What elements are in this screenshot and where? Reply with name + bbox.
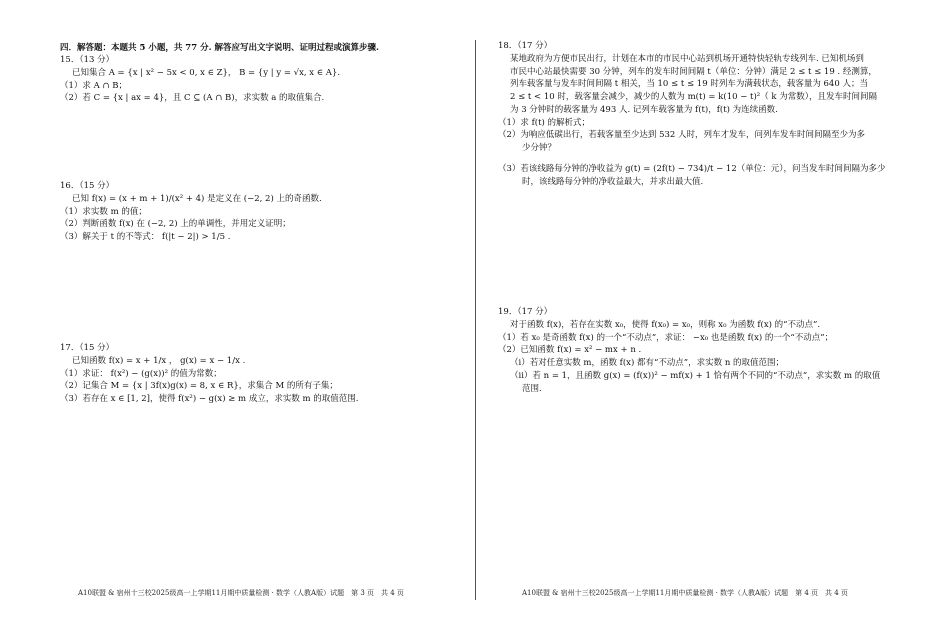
left-page-footer: A10联盟 & 宿州十三校2025级高一上学期11月期中质量检测 · 数学（人教A版）试题 第 3 页 共 4 页: [78, 589, 404, 597]
q17-line-2: （1）求证： f(x²) − (g(x))² 的值为常数；: [60, 368, 222, 379]
q18-line-10: 时，该线路每分钟的净收益最大，并求出最大值.: [522, 176, 704, 187]
q15-line-3: （2）若 C = {x | ax = 4}，且 C ⊆ (A ∩ B)，求实数 a 的取值集合.: [60, 93, 325, 104]
q17-line-1: 已知函数 f(x) = x + 1/x ， g(x) = x − 1/x .: [72, 355, 246, 366]
q18-line-4: 2 ≤ t < 10 时，载客量会减少，减少的人数为 m(t) = k(10 − t)²（ k 为常数），且发车时间间隔: [510, 92, 877, 102]
right-page: [476, 0, 950, 634]
q19-line-2: （1）若 x₀ 是奇函数 f(x) 的一个“不动点”，求证： −x₀ 也是函数 f(x) 的一个“不动点”；: [498, 332, 834, 343]
q16-header: 16．（15 分）: [60, 181, 115, 191]
q19-line-3: （2）已知函数 f(x) = x² − mx + n .: [498, 345, 642, 356]
q19-line-4: （i）若对任意实数 m，函数 f(x) 都有“不动点”，求实数 n 的取值范围；: [510, 358, 785, 368]
q17-line-3: （2）记集合 M = {x | 3f(x)g(x) = 8, x ∈ R}，求集合 M 的所有子集；: [60, 381, 338, 392]
q15-line-1: 已知集合 A = {x | x² − 5x < 0, x ∈ Z}， B = {y | y = √x, x ∈ A}.: [72, 67, 341, 78]
right-page-footer: A10联盟 & 宿州十三校2025级高一上学期11月期中质量检测 · 数学（人教A版）试题 第 4 页 共 4 页: [522, 589, 848, 597]
q17-header: 17．（15 分）: [60, 343, 115, 353]
q16-line-3: （2）判断函数 f(x) 在 (−2, 2) 上的单调性，并用定义证明；: [60, 219, 291, 230]
q18-line-7: （2）为响应低碳出行，若载客量至少达到 532 人时，列车才发车，问列车发车时间间隔至少为多: [498, 130, 866, 141]
q18-line-6: （1）求 f(t) 的解析式；: [498, 117, 591, 128]
question-17: [60, 342, 358, 406]
q15-line-2: （1）求 A ∩ B；: [60, 80, 128, 91]
q19-line-1: 对于函数 f(x)，若存在实数 x₀，使得 f(x₀) = x₀，则称 x₀ 为函数 f(x) 的“不动点”.: [510, 319, 821, 330]
q18-header: 18．（17 分）: [498, 41, 553, 51]
q18-line-1: 某地政府为方便市民出行，计划在本市的市民中心站到机场开通特快轻轨专线列车. 已知机场到: [510, 53, 864, 64]
q18-line-9: （3）若该线路每分钟的净收益为 g(t) = (2f(t) − 734)/t − 12（单位：元），问当发车时间间隔为多少: [498, 163, 886, 174]
question-19: [498, 306, 880, 395]
q18-line-5: 为 3 分钟时的载客量为 493 人. 记列车载客量为 f(t)，f(t) 为连续函数.: [510, 104, 778, 115]
q16-line-4: （3）解关于 t 的不等式： f(|t − 2|) > 1/5 .: [60, 232, 231, 242]
q15-header: 15．（13 分）: [60, 55, 115, 65]
q18-line-2: 市民中心站最快需要 30 分钟，列车的发车时间间隔 t（单位：分钟）满足 2 ≤ t ≤ 19 . 经测算，: [510, 66, 877, 77]
q16-line-1: 已知 f(x) = (x + m + 1)/(x² + 4) 是定义在 (−2, 2) 上的奇函数.: [72, 193, 322, 204]
q18-line-8: 少分钟？: [522, 143, 557, 153]
q19-line-6: 范围.: [522, 383, 542, 394]
q19-header: 19．（17 分）: [498, 307, 553, 317]
q16-line-2: （1）求实数 m 的值；: [60, 206, 147, 217]
q17-line-4: （3）若存在 x ∈ [1, 2]，使得 f(x²) − g(x) ≥ m 成立，求实数 m 的取值范围.: [60, 394, 359, 404]
question-15: [60, 54, 340, 105]
q19-line-5: （ii）若 n = 1，且函数 g(x) = (f(x))² − mf(x) + 1 恰有两个不同的“不动点”，求实数 m 的取值: [510, 370, 881, 381]
question-18: [498, 40, 885, 188]
q18-line-3: 列车载客量与发车时间间隔 t 相关，当 10 ≤ t ≤ 19 时列车为满载状态，载客量为 640 人；当: [510, 79, 868, 90]
section-heading: 四．解答题：本题共 5 小题，共 77 分. 解答应写出文字说明、证明过程或演算步骤.: [60, 43, 379, 53]
question-16: [60, 180, 322, 244]
